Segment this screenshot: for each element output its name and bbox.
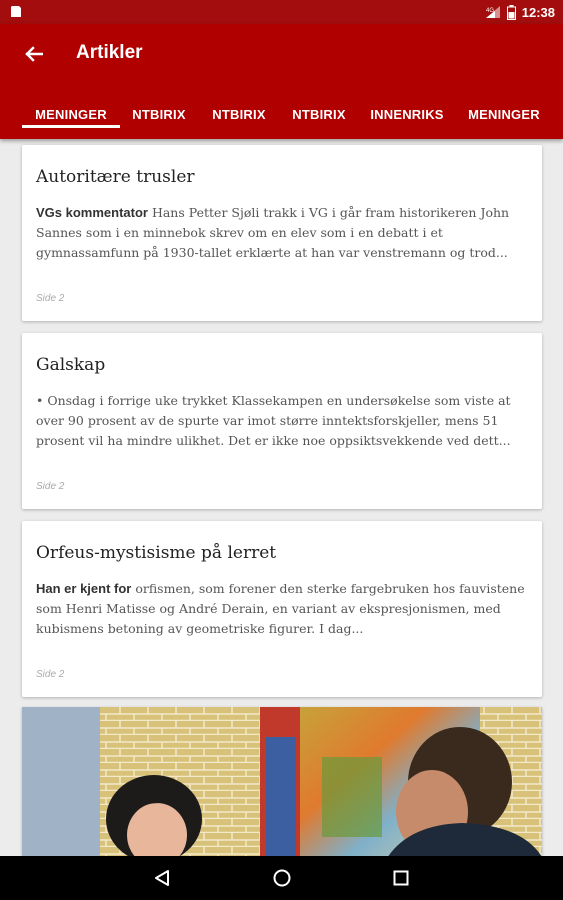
article-page: Side 2 xyxy=(36,293,65,304)
tab-indicator xyxy=(22,125,120,128)
status-bar xyxy=(0,0,563,24)
article-title: Galskap xyxy=(36,355,106,375)
circle-home-icon xyxy=(272,868,292,888)
article-excerpt-text: Hans Petter Sjøli trakk i VG i går fram historikeren John Sannes som i en minnebok skrev om en elev som i en debatt i et gymnassamfunn på 1930-tallet erklærte at han var venstremann og trod... xyxy=(36,205,510,260)
article-title: Orfeus-mystisisme på lerret xyxy=(36,543,277,563)
article-card[interactable] xyxy=(22,333,542,509)
svg-text:4G: 4G xyxy=(485,8,494,14)
tab-bar xyxy=(0,90,563,139)
tab-meninger-2[interactable]: MENINGER xyxy=(468,107,540,122)
article-lead: Han er kjent for xyxy=(36,581,132,596)
square-recents-icon xyxy=(392,869,410,887)
article-excerpt xyxy=(36,203,530,263)
article-page: Side 2 xyxy=(36,669,65,680)
triangle-back-icon xyxy=(153,869,171,887)
battery-icon xyxy=(507,5,516,20)
article-photo xyxy=(22,707,542,856)
article-image-card[interactable] xyxy=(22,707,542,856)
article-excerpt xyxy=(36,391,530,451)
article-card[interactable] xyxy=(22,145,542,321)
clock: 12:38 xyxy=(521,4,555,20)
article-list[interactable] xyxy=(0,139,563,856)
article-page: Side 2 xyxy=(36,481,65,492)
app-bar xyxy=(0,24,563,139)
nav-recents-button[interactable] xyxy=(381,864,421,892)
tab-innenriks[interactable]: INNENRIKS xyxy=(370,107,444,122)
arrow-left-icon xyxy=(25,46,43,62)
article-title: Autoritære trusler xyxy=(36,167,195,187)
tab-ntbirix-2[interactable]: NTBIRIX xyxy=(212,107,266,122)
tab-ntbirix-3[interactable]: NTBIRIX xyxy=(292,107,346,122)
page-title: Artikler xyxy=(76,42,143,63)
article-lead: VGs kommentator xyxy=(36,205,148,220)
nav-back-button[interactable] xyxy=(142,864,182,892)
article-excerpt-text: • Onsdag i forrige uke trykket Klassekampen en undersøkelse som viste at over 90 prosent av de spurte var imot større inntektsforskjeller, mens 51 prosent vil ha mindre ulikhet. Det er ikke noe oppsiktsvekkende ved dett... xyxy=(36,393,511,448)
article-excerpt-text: orfismen, som forener den sterke fargebruken hos fauvistene som Henri Matisse og André Derain, en variant av ekspresjonismen, med kubismens betoning av geometriske figurer. I dag... xyxy=(36,581,525,636)
tab-meninger[interactable]: MENINGER xyxy=(35,107,107,122)
notification-app-icon xyxy=(10,5,22,18)
article-card[interactable] xyxy=(22,521,542,697)
signal-icon xyxy=(485,5,501,19)
tab-ntbirix-1[interactable]: NTBIRIX xyxy=(132,107,186,122)
back-button[interactable] xyxy=(18,38,50,70)
nav-home-button[interactable] xyxy=(262,864,302,892)
article-excerpt xyxy=(36,579,530,639)
navigation-bar xyxy=(0,856,563,900)
